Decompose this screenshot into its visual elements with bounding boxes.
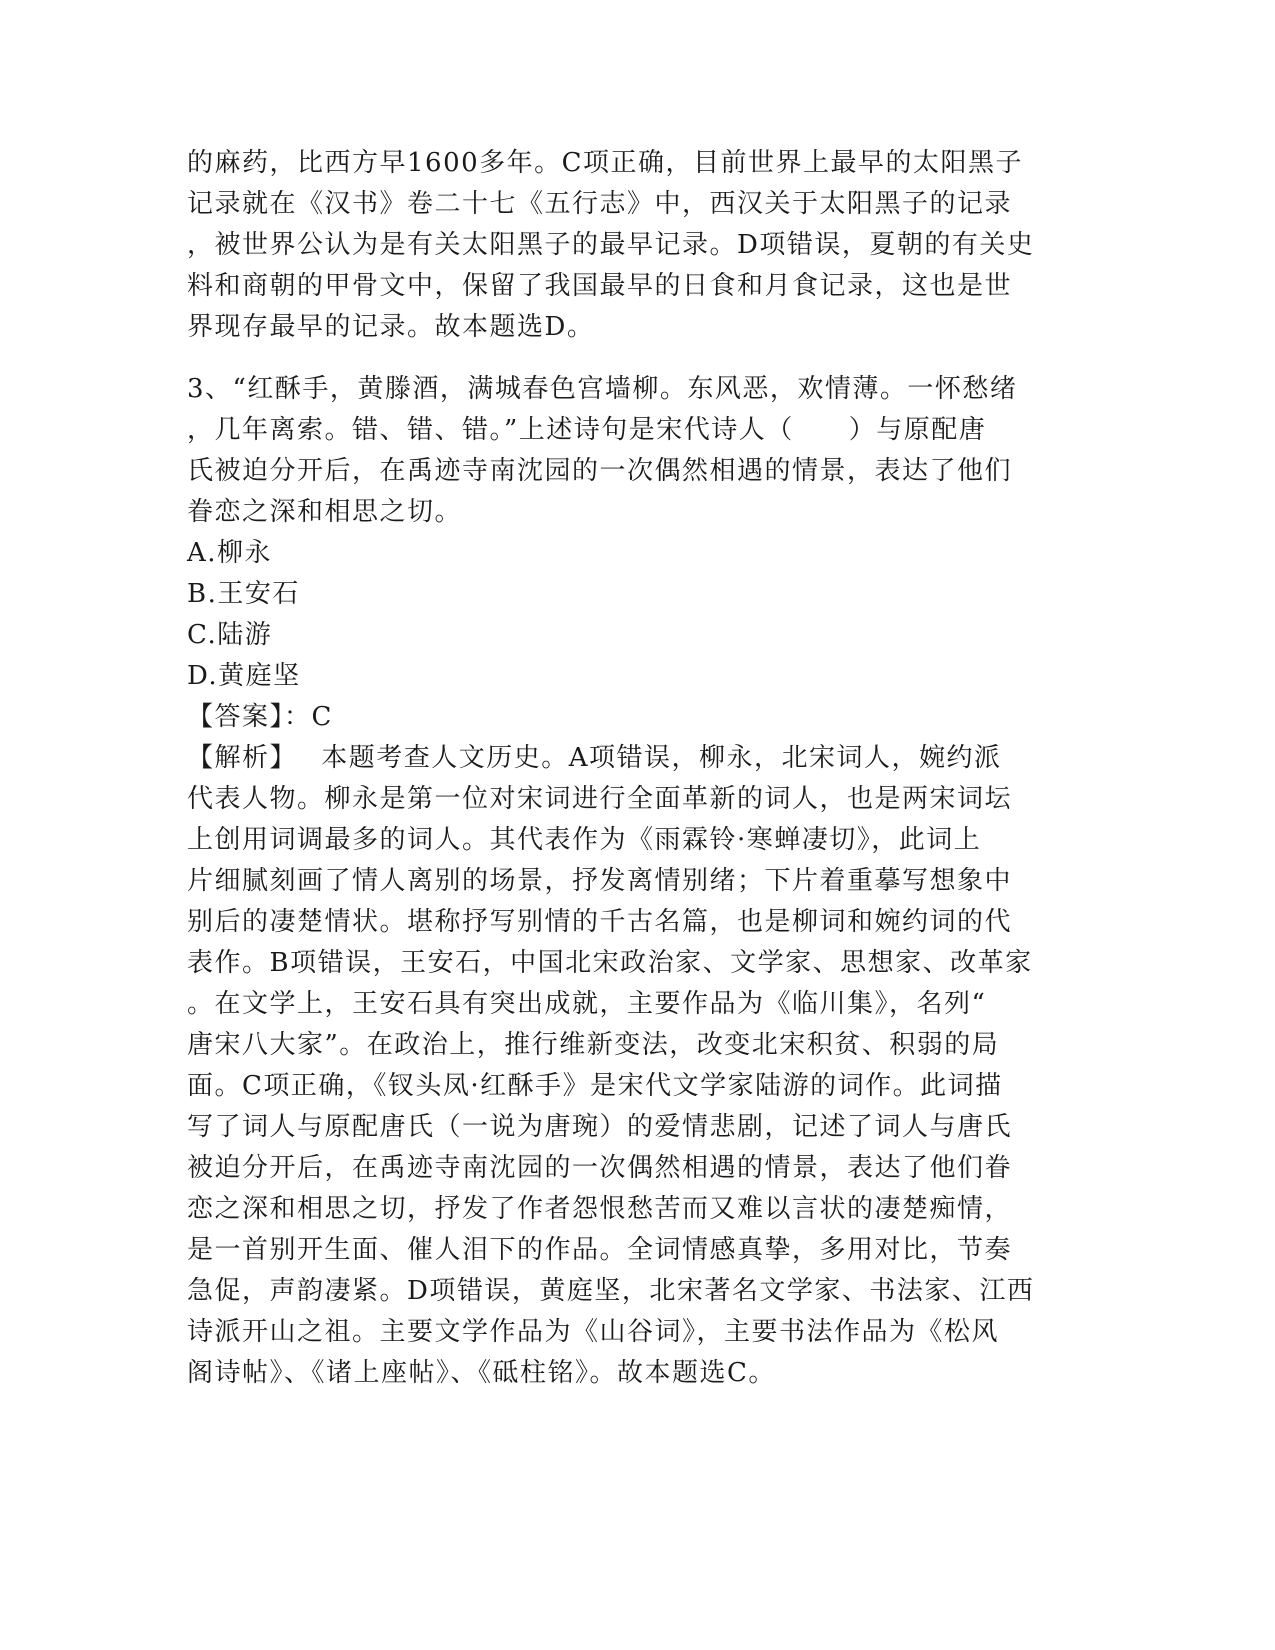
prev-explanation-line: 料和商朝的甲骨文中，保留了我国最早的日食和月食记录，这也是世 bbox=[187, 271, 1013, 301]
question-stem-line: ，几年离索。错、错、错。”上述诗句是宋代诗人（ ）与原配唐 bbox=[187, 415, 987, 445]
analysis-line: 。在文学上，王安石具有突出成就，主要作品为《临川集》，名列“ bbox=[187, 989, 987, 1019]
analysis-line: 是一首别开生面、催人泪下的作品。全词情感真挚，多用对比，节奏 bbox=[187, 1235, 1013, 1265]
question-stem-line: 3、“红酥手，黄滕酒，满城春色宫墙柳。东风恶，欢情薄。一怀愁绪 bbox=[187, 374, 1018, 404]
analysis-line: 写了词人与原配唐氏（一说为唐琬）的爱情悲剧，记述了词人与唐氏 bbox=[187, 1112, 1013, 1142]
option-b: B.王安石 bbox=[187, 579, 300, 609]
question-stem-line: 氏被迫分开后，在禹迹寺南沈园的一次偶然相遇的情景，表达了他们 bbox=[187, 456, 1013, 486]
answer-line: 【答案】：C bbox=[187, 702, 333, 732]
analysis-line: 代表人物。柳永是第一位对宋词进行全面革新的词人，也是两宋词坛 bbox=[187, 784, 1013, 814]
analysis-line: 被迫分开后，在禹迹寺南沈园的一次偶然相遇的情景，表达了他们眷 bbox=[187, 1153, 1013, 1183]
option-d: D.黄庭坚 bbox=[187, 661, 301, 691]
prev-explanation-line: 记录就在《汉书》卷二十七《五行志》中，西汉关于太阳黑子的记录 bbox=[187, 189, 1013, 219]
analysis-line: 唐宋八大家”。在政治上，推行维新变法，改变北宋积贫、积弱的局 bbox=[187, 1030, 1000, 1060]
prev-explanation-line: 的麻药，比西方早1600多年。C项正确，目前世界上最早的太阳黑子 bbox=[187, 148, 1024, 178]
analysis-line: 【解析】 本题考查人文历史。A项错误，柳永，北宋词人，婉约派 bbox=[187, 743, 1002, 773]
question-stem-line: 眷恋之深和相思之切。 bbox=[187, 497, 463, 527]
analysis-line: 片细腻刻画了情人离别的场景，抒发离情别绪；下片着重摹写想象中 bbox=[187, 866, 1013, 896]
analysis-line: 恋之深和相思之切，抒发了作者怨恨愁苦而又难以言状的凄楚痴情， bbox=[187, 1194, 1013, 1224]
analysis-line: 上创用词调最多的词人。其代表作为《雨霖铃·寒蝉凄切》，此词上 bbox=[187, 825, 982, 855]
analysis-line: 别后的凄楚情状。堪称抒写别情的千古名篇，也是柳词和婉约词的代 bbox=[187, 907, 1013, 937]
option-c: C.陆游 bbox=[187, 620, 273, 650]
analysis-line: 阁诗帖》、《诸上座帖》、《砥柱铭》。故本题选C。 bbox=[187, 1358, 776, 1388]
analysis-line: 表作。B项错误，王安石，中国北宋政治家、文学家、思想家、改革家 bbox=[187, 948, 1033, 978]
option-a: A.柳永 bbox=[187, 538, 273, 568]
prev-explanation-line: ，被世界公认为是有关太阳黑子的最早记录。D项错误，夏朝的有关史 bbox=[187, 230, 1035, 260]
analysis-line: 诗派开山之祖。主要文学作品为《山谷词》，主要书法作品为《松风 bbox=[187, 1317, 1000, 1347]
analysis-line: 面。C项正确，《钗头凤·红酥手》是宋代文学家陆游的词作。此词描 bbox=[187, 1071, 1003, 1101]
analysis-line: 急促，声韵凄紧。D项错误，黄庭坚，北宋著名文学家、书法家、江西 bbox=[187, 1276, 1035, 1306]
prev-explanation-line: 界现存最早的记录。故本题选D。 bbox=[187, 312, 595, 342]
